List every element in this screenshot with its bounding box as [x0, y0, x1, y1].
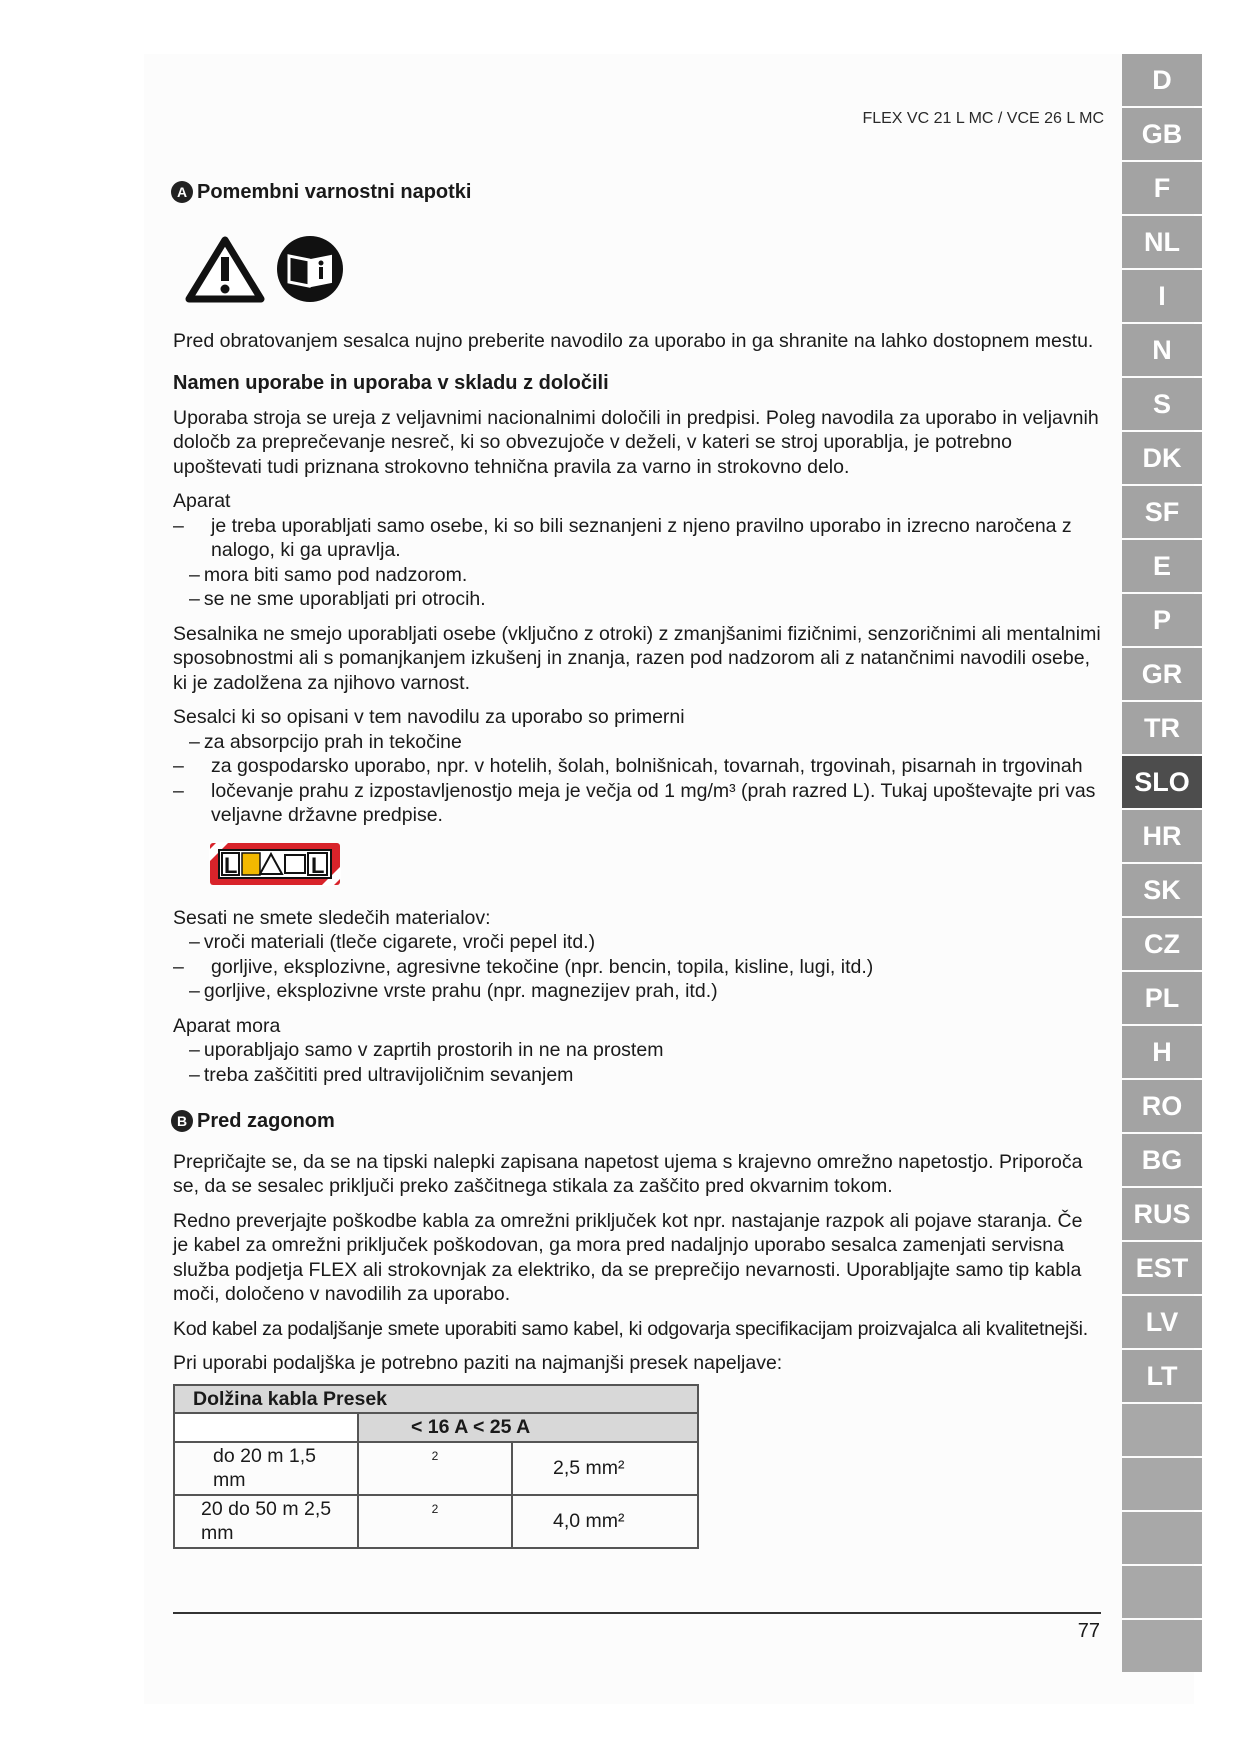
must-label: Aparat mora: [173, 1014, 281, 1037]
list-item: – za gospodarsko uporabo, npr. v hotelih, šolah, bolnišnicah, tovarnah, trgovinah, pisarnah in trgovinah: [173, 755, 1083, 777]
persons-paragraph: Sesalnika ne smejo uporabljati osebe (vključno z otroki) z zmanjšanimi fizičnimi, senzoričnimi ali mentalnimi sposobnostmi ali s pomanjkanjem izkušenj in znanja, razen pod nadzorom ali z natančnimi navodili osebe, ki je zadolžena za njihovo varnost.: [173, 622, 1101, 694]
section-b-badge: B: [171, 1110, 193, 1132]
tab-pl[interactable]: PL: [1122, 972, 1202, 1024]
suitable-list: [173, 730, 1103, 828]
tab-s[interactable]: S: [1122, 378, 1202, 430]
voltage-paragraph: Prepričajte se, da se na tipski nalepki zapisana napetost ujema s krajevno omrežno napetostjo. Priporoča se, da se sesalec priključi preko zaščitnega stikala za zaščito pred okvarnim tokom.: [173, 1150, 1083, 1197]
intro-paragraph: Pred obratovanjem sesalca nujno preberite navodilo za uporabo in ga shranite na lahko dostopnem mestu.: [173, 329, 1094, 352]
tab-bg[interactable]: BG: [1122, 1134, 1202, 1186]
tab-f[interactable]: F: [1122, 162, 1202, 214]
language-tabs: [1122, 54, 1202, 1674]
section-b-title-text: Pred zagonom: [197, 1110, 335, 1132]
tab-tr[interactable]: TR: [1122, 702, 1202, 754]
footer-divider: [173, 1612, 1101, 1614]
model-header: FLEX VC 21 L MC / VCE 26 L MC: [862, 110, 1104, 127]
list-item: – je treba uporabljati samo osebe, ki so bili seznanjeni z njeno pravilno uporabo in izrecno naročena z nalogo, ki ga upravlja.: [173, 514, 1072, 561]
list-item: – ločevanje prahu z izpostavljenostjo meja je večja od 1 mg/m³ (prah razred L). Tukaj upoštevajte pri vas veljavne državne predpise.: [173, 779, 1096, 826]
tab-hr[interactable]: HR: [1122, 810, 1202, 862]
page-number: 77: [1077, 1620, 1100, 1642]
table-row: 20 do 50 m 2,5 mm 2 4,0 mm²: [174, 1495, 698, 1548]
tab-nl[interactable]: NL: [1122, 216, 1202, 268]
tab-dk[interactable]: DK: [1122, 432, 1202, 484]
cross-section-intro: Pri uporabi podaljška je potrebno paziti na najmanjši presek napeljave:: [173, 1352, 783, 1374]
not-suck-label: Sesati ne smete sledečih materialov:: [173, 906, 491, 929]
tab-lv[interactable]: LV: [1122, 1296, 1202, 1348]
must-list: [173, 1038, 1103, 1087]
list-item: – za absorpcijo prah in tekočine: [189, 730, 462, 753]
read-manual-icon: [275, 234, 345, 304]
tab-gr[interactable]: GR: [1122, 648, 1202, 700]
safety-icons: [185, 229, 1103, 309]
tab-p[interactable]: P: [1122, 594, 1202, 646]
svg-text:L: L: [311, 852, 325, 878]
tab-empty: [1122, 1404, 1202, 1456]
list-item: – vroči materiali (tleče cigarete, vroči pepel itd.): [189, 931, 596, 953]
warning-triangle-icon: [185, 235, 265, 303]
section-a-title: [173, 180, 1103, 205]
tab-gb[interactable]: GB: [1122, 108, 1202, 160]
tab-sf[interactable]: SF: [1122, 486, 1202, 538]
device-list: [173, 514, 1103, 612]
dust-class-label: [209, 842, 341, 886]
purpose-paragraph: Uporaba stroja se ureja z veljavnimi nacionalnimi določili in predpisi. Poleg navodila za uporabo in veljavnih določb za preprečevanje nesreč, ki so obvezujoče v deželi, v kateri se stroj uporablja, je potrebno upoštevati tudi priznana strokovno tehnična pravila za varno in strokovno delo.: [173, 406, 1099, 478]
tab-empty: [1122, 1458, 1202, 1510]
table-header: Dolžina kabla Presek: [174, 1385, 698, 1414]
list-item: – gorljive, eksplozivne, agresivne tekočine (npr. bencin, topila, kisline, lugi, itd.): [173, 955, 874, 978]
cable-check-paragraph: Redno preverjajte poškodbe kabla za omrežni priključek kot npr. nastajanje razpok ali pojave staranja. Če je kabel za omrežni priključek poškodovan, ga mora pred nadaljnjo uporabo sesalca zamenjati servisna služba podjetja FLEX ali strokovnjak za elektriko, da se preprečijo nevarnosti. Uporabljajte samo tip kabla moči, določeno v navodilih za uporabo.: [173, 1209, 1083, 1305]
tab-h[interactable]: H: [1122, 1026, 1202, 1078]
not-suck-list: [173, 930, 1103, 1004]
section-b-title: [173, 1109, 1103, 1134]
section-a-title-text: Pomembni varnostni napotki: [197, 181, 472, 203]
table-subheader: < 16 A < 25 A: [358, 1413, 698, 1442]
tab-i[interactable]: I: [1122, 270, 1202, 322]
section-a-badge: A: [171, 181, 193, 203]
device-label: Aparat: [173, 490, 231, 512]
tab-empty: [1122, 1566, 1202, 1618]
suitable-label: Sesalci ki so opisani v tem navodilu za uporabo so primerni: [173, 706, 685, 728]
tab-empty: [1122, 1512, 1202, 1564]
tab-lt[interactable]: LT: [1122, 1350, 1202, 1402]
tab-empty: [1122, 1620, 1202, 1672]
tab-slo[interactable]: SLO: [1122, 756, 1202, 808]
tab-ro[interactable]: RO: [1122, 1080, 1202, 1132]
tab-e[interactable]: E: [1122, 540, 1202, 592]
cable-cross-section-table: [173, 1384, 699, 1549]
dust-class-l-icon: [209, 842, 341, 886]
tab-d[interactable]: D: [1122, 54, 1202, 106]
list-item: – treba zaščititi pred ultravijoličnim sevanjem: [189, 1063, 574, 1086]
tab-n[interactable]: N: [1122, 324, 1202, 376]
list-item: – uporabljajo samo v zaprtih prostorih in ne na prostem: [189, 1039, 664, 1061]
extension-cable-paragraph: Kod kabel za podaljšanje smete uporabiti samo kabel, ki odgovarja specifikacijam proizvajalca ali kvalitetnejši.: [173, 1317, 1088, 1340]
table-row: do 20 m 1,5 mm 2 2,5 mm²: [174, 1442, 698, 1495]
purpose-title: Namen uporabe in uporaba v skladu z določili: [173, 372, 609, 394]
document-body: [173, 180, 1103, 1549]
tab-est[interactable]: EST: [1122, 1242, 1202, 1294]
tab-sk[interactable]: SK: [1122, 864, 1202, 916]
list-item: – se ne sme uporabljati pri otrocih.: [189, 588, 486, 610]
tab-rus[interactable]: RUS: [1122, 1188, 1202, 1240]
list-item: – mora biti samo pod nadzorom.: [189, 563, 468, 586]
svg-text:L: L: [224, 852, 238, 878]
tab-cz[interactable]: CZ: [1122, 918, 1202, 970]
list-item: – gorljive, eksplozivne vrste prahu (npr. magnezijev prah, itd.): [189, 980, 718, 1002]
